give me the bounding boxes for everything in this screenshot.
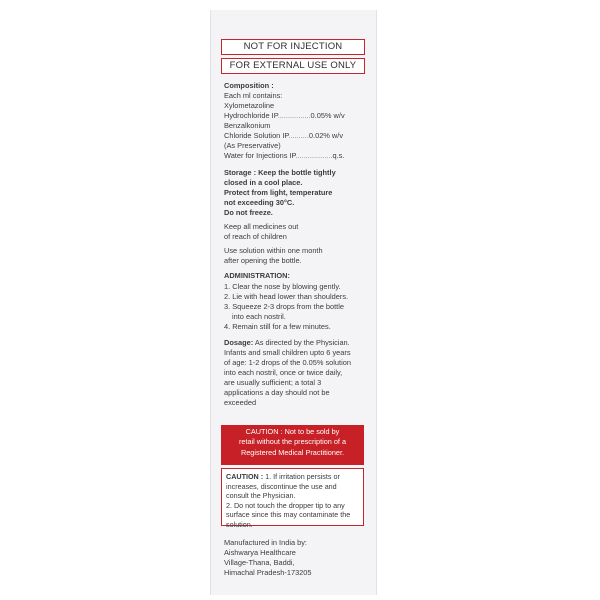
composition-line: (As Preservative) <box>224 141 281 150</box>
storage-line: Storage : Keep the bottle tightly <box>224 168 336 177</box>
dosage-line <box>224 338 350 348</box>
composition-line <box>224 131 343 141</box>
manufacturer-line: Aishwarya Healthcare <box>224 548 296 557</box>
caution-red-line: retail without the prescription of a <box>238 437 347 447</box>
caution-text: 1. If irritation persists or <box>265 472 340 481</box>
manufacturer-line: Manufactured in India by: <box>224 538 307 547</box>
ingredient-name: Chloride Solution IP <box>224 131 289 140</box>
ingredient-value: 0.05% w/v <box>310 111 345 120</box>
storage-line: Do not freeze. <box>224 208 273 217</box>
ingredient-value: 0.02% w/v <box>308 131 344 140</box>
use-within-line: after opening the bottle. <box>224 256 302 265</box>
dosage-line: into each nostril, once or twice daily, <box>224 368 343 377</box>
use-within-line: Use solution within one month <box>224 246 323 255</box>
external-use-label: FOR EXTERNAL USE ONLY <box>221 58 365 74</box>
administration-step: 1. Clear the nose by blowing gently. <box>224 282 341 291</box>
children-warning-line: Keep all medicines out <box>224 222 299 231</box>
administration-step: 2. Lie with head lower than shoulders. <box>224 292 349 301</box>
caution-box-line: solution. <box>226 519 253 529</box>
administration-step: 4. Remain still for a few minutes. <box>224 322 331 331</box>
dosage-line: applications a day should not be <box>224 388 330 397</box>
dosage-line: are usually sufficient; a total 3 <box>224 378 322 387</box>
storage-line: closed in a cool place. <box>224 178 303 187</box>
prescription-caution-block <box>221 425 364 465</box>
manufacturer-line: Himachal Pradesh-173205 <box>224 568 312 577</box>
caution-box-line <box>226 472 363 482</box>
dosage-line: exceeded <box>224 398 257 407</box>
storage-line: not exceeding 30°C. <box>224 198 295 207</box>
usage-caution-box <box>221 468 364 529</box>
manufacturer-line: Village-Thana, Baddi, <box>224 558 295 567</box>
dosage-label: Dosage: <box>224 338 254 347</box>
administration-heading: ADMINISTRATION: <box>224 271 290 280</box>
caution-box-line: increases, discontinue the use and <box>226 481 337 491</box>
not-for-injection-label: NOT FOR INJECTION <box>221 39 365 55</box>
leader-dots: .......... <box>288 131 309 140</box>
composition-line <box>224 151 344 161</box>
leader-dots: .................. <box>295 151 333 160</box>
caution-red-line: Registered Medical Practitioner. <box>240 447 344 457</box>
ingredient-name: Hydrochloride IP <box>224 111 278 120</box>
caution-box-line: surface since this may contaminate the <box>226 510 351 520</box>
caution-box-line: 2. Do not touch the dropper tip to any <box>226 500 345 510</box>
storage-line: Protect from light, temperature <box>224 188 333 197</box>
dosage-line: Infants and small children upto 6 years <box>224 348 351 357</box>
composition-line: Benzalkonium <box>224 121 271 130</box>
leader-dots: ................ <box>277 111 311 120</box>
composition-line: Xylometazoline <box>224 101 275 110</box>
ingredient-name: Water for Injections IP <box>224 151 296 160</box>
caution-red-line: CAUTION : Not to be sold by <box>245 427 340 436</box>
administration-step: 3. Squeeze 2-3 drops from the bottle <box>224 302 344 311</box>
composition-heading: Composition : <box>224 81 274 90</box>
administration-step: into each nostril. <box>232 312 286 321</box>
ingredient-value: q.s. <box>332 151 345 160</box>
children-warning-line: of reach of children <box>224 232 287 241</box>
composition-line <box>224 111 345 121</box>
caution-box-line: consult the Physician. <box>226 491 296 501</box>
dosage-line: of age: 1-2 drops of the 0.05% solution <box>224 358 351 367</box>
caution-label: CAUTION : <box>226 472 264 481</box>
composition-intro: Each ml contains: <box>224 91 283 100</box>
medicine-carton-panel <box>210 10 377 595</box>
dosage-text: As directed by the Physician. <box>254 338 350 347</box>
